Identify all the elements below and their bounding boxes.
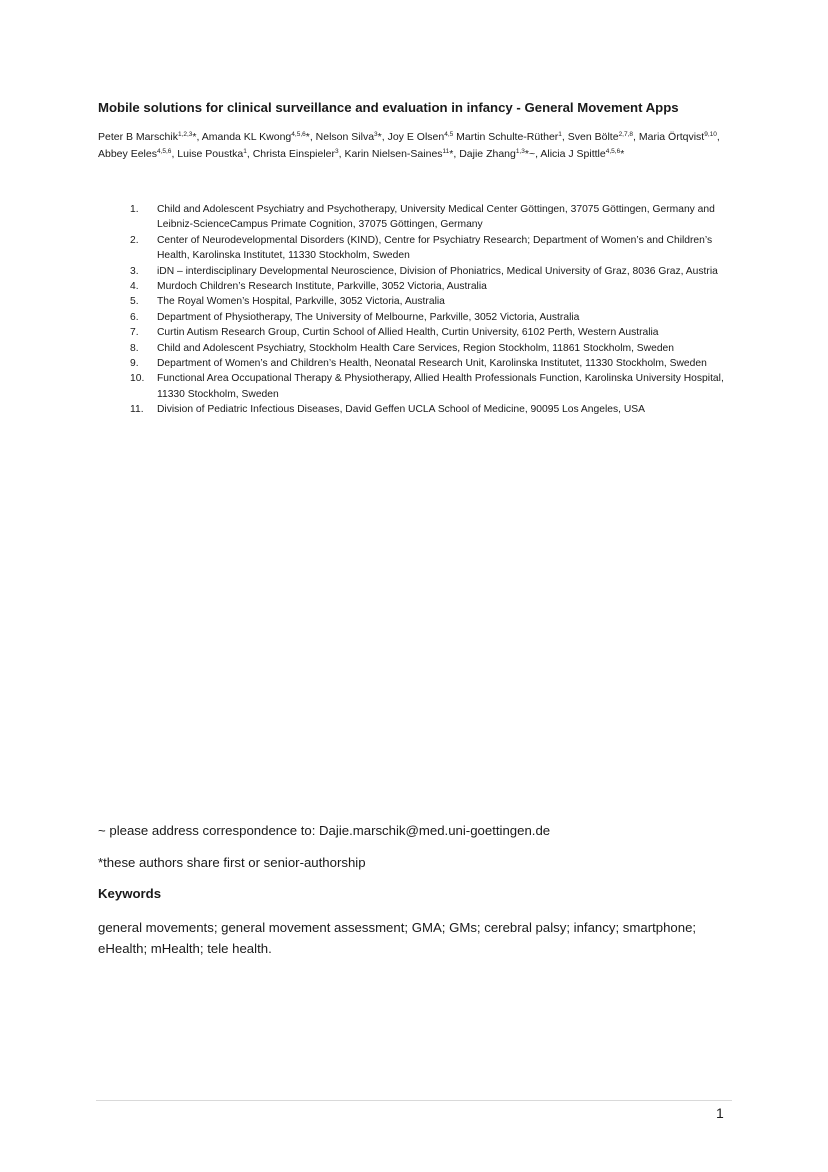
author: Martin Schulte-Rüther$^1$, <box>456 131 568 143</box>
keywords-heading: Keywords <box>98 886 162 901</box>
author: Peter B Marschik$^{1,2,3}$*, <box>98 131 202 143</box>
affiliation-item: 2. Center of Neurodevelopmental Disorders (KIND), Centre for Psychiatry Research; Department of Women’s and Children’s Health, Karolinska Institutet, 11330 Stockholm, Sweden <box>130 234 713 262</box>
author-list <box>98 129 738 163</box>
correspondence-note: ~ please address correspondence to: Dajie.marschik@med.uni-goettingen.de <box>98 823 551 838</box>
author: Maria Örtqvist$^{9,10}$, <box>638 131 720 143</box>
footer-divider <box>96 1100 732 1101</box>
affiliation-item: 9. Department of Women’s and Children’s Health, Neonatal Research Unit, Karolinska Institutet, 11330 Stockholm, Sweden <box>130 358 707 370</box>
affiliation-item: 8. Child and Adolescent Psychiatry, Stockholm Health Care Services, Region Stockholm, 11861 Stockholm, Sweden <box>130 342 675 354</box>
affiliation-item: 7. Curtin Autism Research Group, Curtin School of Allied Health, Curtin University, 6102 Perth, Western Australia <box>130 327 659 339</box>
affiliation-item: 3. iDN – interdisciplinary Developmental Neuroscience, Division of Phoniatrics, Medical University of Graz, 8036 Graz, Austria <box>130 265 718 277</box>
affiliation-item: 1. Child and Adolescent Psychiatry and Psychotherapy, University Medical Center Göttingen, 37075 Göttingen, Germany and Leibniz-ScienceCampus Primate Cognition, 37075 Göttingen, Germany <box>130 204 715 231</box>
author: Abbey Eeles$^{4,5,6}$, <box>98 148 178 160</box>
author: Nelson Silva$^3$*, <box>315 131 388 143</box>
affiliation-list <box>130 202 730 418</box>
affiliation-item: 11. Division of Pediatric Infectious Diseases, David Geffen UCLA School of Medicine, 90095 Los Angeles, USA <box>130 404 646 416</box>
author: Amanda KL Kwong$^{4,5,6}$*, <box>201 131 316 143</box>
affiliation-item: 5. The Royal Women’s Hospital, Parkville, 3052 Victoria, Australia <box>130 296 445 308</box>
affiliation-item: 10. Functional Area Occupational Therapy & Physiotherapy, Allied Health Professionals Function, Karolinska University Hospital, 11330 Stockholm, Sweden <box>130 373 724 400</box>
affiliation-item: 4. Murdoch Children’s Research Institute, Parkville, 3052 Victoria, Australia <box>130 281 487 293</box>
author: Joy E Olsen$^{4,5}$ <box>387 131 454 143</box>
affiliation-item: 6. Department of Physiotherapy, The University of Melbourne, Parkville, 3052 Victoria, Australia <box>130 311 580 323</box>
author: Christa Einspieler$^3$, <box>252 148 345 160</box>
authorship-note: *these authors share first or senior-authorship <box>98 855 366 870</box>
author: Dajie Zhang$^{1,3}$*~, <box>459 148 541 160</box>
author: Sven Bölte$^{2,7,8}$, <box>567 131 639 143</box>
author: Karin Nielsen-Saines$^{11}$*, <box>344 148 460 160</box>
author: Alicia J Spittle$^{4,5,6}$* <box>540 148 625 160</box>
author: Luise Poustka$^1$, <box>177 148 253 160</box>
page-number: 1 <box>716 1105 724 1121</box>
paper-title: Mobile solutions for clinical surveillance and evaluation in infancy - General Movement Apps <box>98 100 679 115</box>
keywords-text: general movements; general movement assessment; GMA; GMs; cerebral palsy; infancy; smartphone; eHealth; mHealth; tele health. <box>98 920 697 956</box>
